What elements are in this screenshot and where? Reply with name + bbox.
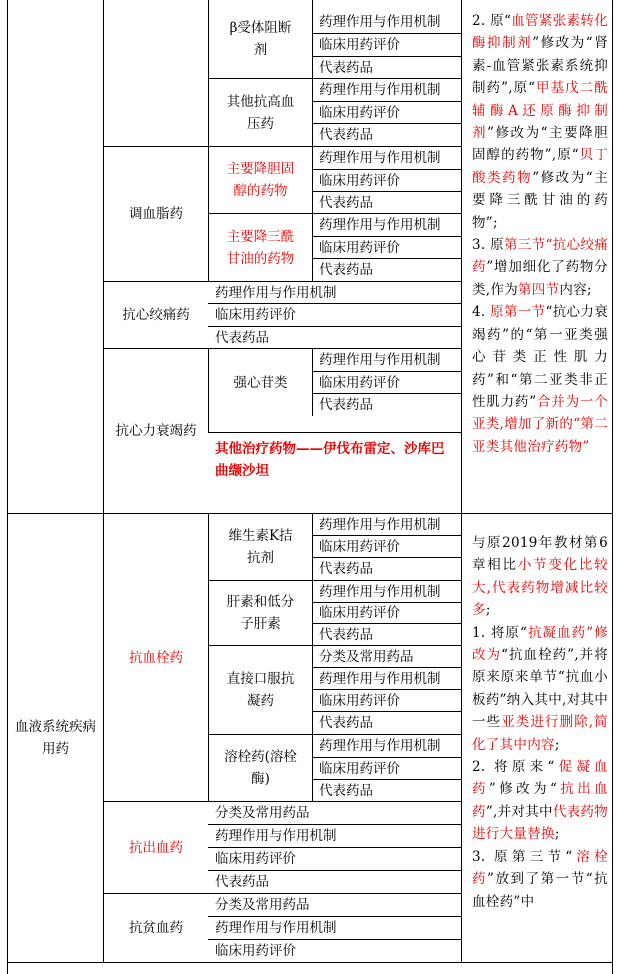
change-note-2: 与原2019年教材第6章相比小节变化比较大,代表药物增减比较多; 1. 将原“抗凝血药”修改为“抗血栓药”,并将原来原来单节“抗血小板药”纳入其中,对其中一些亚类进行删除,简化了其中内容; 2. 将原来“促凝血药”修改为“抗出血药”,并对其中代表药物进行大量替换; 3. 原第三节“溶栓药”放到了第一节“抗血栓药”中 (472, 535, 609, 910)
leaf: 临床用药评价 (319, 37, 400, 53)
leaf: 药理作用与作用机制 (319, 82, 441, 98)
subcat-lower-chol: 主要降胆固醇的药物 (226, 161, 295, 199)
leaf: 临床用药评价 (319, 692, 400, 709)
leaf: 代表药品 (215, 874, 269, 890)
subcat-vitk: 维生素K拮抗剂 (228, 528, 293, 566)
subcat-heparin: 肝素和低分子肝素 (226, 594, 295, 632)
leaf: 药理作用与作用机制 (215, 920, 337, 936)
leaf: 药理作用与作用机制 (319, 150, 441, 166)
leaf: 代表药品 (319, 715, 373, 731)
leaf: 代表药品 (319, 127, 373, 143)
leaf: 分类及常用药品 (319, 648, 414, 665)
subcat-cardiac-glycoside: 强心苷类 (233, 374, 288, 391)
leaf: 药理作用与作用机制 (319, 14, 441, 30)
leaf: 药理作用与作用机制 (319, 738, 441, 754)
cat-angina: 抗心绞痛药 (122, 307, 190, 323)
subcat-doac: 直接口服抗凝药 (226, 671, 295, 709)
leaf: 临床用药评价 (319, 605, 400, 621)
leaf: 分类及常用药品 (215, 805, 310, 821)
leaf: 临床用药评价 (319, 374, 400, 391)
cat-antianemia: 抗贫血药 (129, 920, 183, 936)
leaf: 临床用药评价 (319, 172, 400, 189)
leaf: 临床用药评价 (215, 307, 296, 323)
leaf: 代表药品 (319, 782, 373, 799)
leaf: 代表药品 (319, 262, 373, 278)
leaf: 代表药品 (319, 397, 373, 413)
leaf: 代表药品 (319, 194, 373, 211)
other-treatment: 其他治疗药物——伊伐布雷定、沙库巴曲缬沙坦 (215, 441, 445, 479)
subcat-thrombolytic: 溶栓药(溶栓酶) (224, 749, 297, 787)
leaf: 药理作用与作用机制 (319, 352, 441, 368)
cat-antilipid: 调血脂药 (129, 206, 183, 222)
leaf: 临床用药评价 (319, 760, 400, 777)
cat-antithrombotic: 抗血栓药 (129, 649, 183, 666)
subcat-other-bp: 其他抗高血压药 (226, 93, 295, 132)
leaf: 代表药品 (319, 59, 373, 76)
leaf: 药理作用与作用机制 (319, 516, 441, 533)
leaf: 药理作用与作用机制 (215, 828, 337, 844)
system-blood: 血液系统疾病用药 (15, 719, 96, 757)
leaf: 药理作用与作用机制 (319, 670, 441, 687)
cat-hemostatic: 抗出血药 (129, 839, 183, 856)
leaf: 临床用药评价 (319, 104, 400, 121)
leaf: 临床用药评价 (215, 943, 296, 959)
leaf: 代表药品 (215, 329, 269, 346)
leaf: 药理作用与作用机制 (319, 583, 441, 600)
leaf: 临床用药评价 (319, 538, 400, 555)
leaf: 分类及常用药品 (215, 897, 310, 913)
subcat-lower-tg: 主要降三酰甘油的药物 (226, 228, 295, 267)
cat-heartfail: 抗心力衰竭药 (115, 423, 197, 439)
subcat-beta: β受体阻断剂 (229, 20, 292, 58)
leaf: 药理作用与作用机制 (319, 217, 441, 233)
leaf: 临床用药评价 (319, 239, 400, 256)
change-note-1: 2. 原“血管紧张素转化酶抑制剂”修改为“肾素-血管紧张素系统抑制药”,原“甲基戊二酰辅酶A还原酶抑制剂”修改为“主要降胆固醇的药物”,原“贝丁酸类药物”修改为“主要降三酰甘油的药物”; 3. 原第三节“抗心绞痛药”增加细化了药物分类,作为第四节内容; 4. 原第一节“抗心力衰竭药”的“第一亚类强心苷类正性肌力药”和“第二亚类非正性肌力药”合并为一个亚类,增加了新的“第二亚类其他治疗药物” (472, 13, 609, 455)
leaf: 代表药品 (319, 626, 373, 643)
leaf: 临床用药评价 (215, 851, 296, 867)
leaf: 代表药品 (319, 561, 373, 577)
leaf: 药理作用与作用机制 (215, 284, 337, 301)
